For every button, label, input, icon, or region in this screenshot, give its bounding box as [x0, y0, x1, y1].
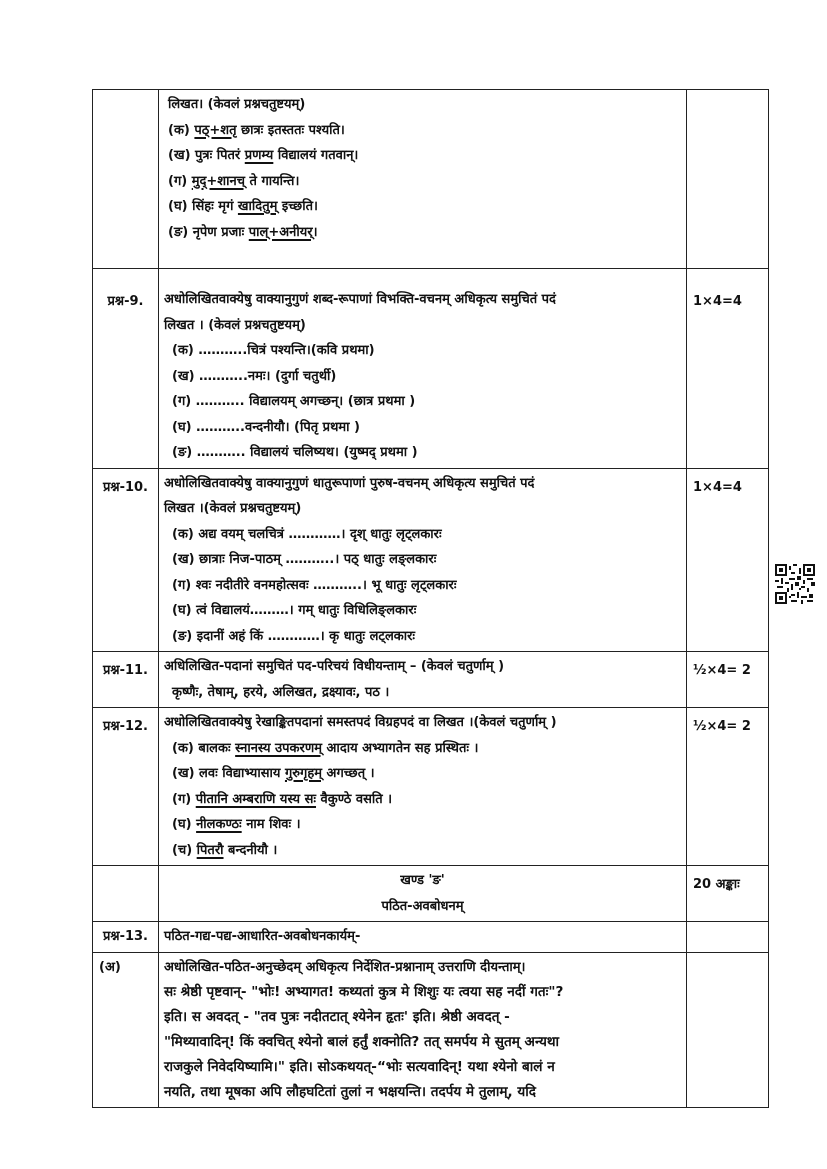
underlined-word: गुरुगृहम् [284, 766, 323, 781]
section-subtitle: पठित-अवबोधनम् [381, 898, 464, 914]
underlined-word: स्नानस्य उपकरणम् [235, 740, 323, 756]
list-item: (ग) ……….. विद्यालयम् अगच्छन्। (छात्र प्रथमा ) [172, 394, 416, 409]
marks: 1×4=4 [687, 269, 769, 469]
question-row-12 [93, 708, 769, 866]
underlined-word: मुद्+शानच् [191, 173, 245, 189]
passage-line: "मिथ्यावादिन्! किं क्वचित् श्येनो बालं हर्तुं शक्नोति? तत् समर्पय मे सुतम् अन्यथा [164, 1034, 560, 1050]
passage-line: इति। स अवदत् - "तव पुत्रः नदीतटात् श्येनेन हृतः' इति। श्रेष्ठी अवदत् - [164, 1009, 510, 1025]
instruction-line: अधिलिखित-पदानां समुचितं पद-परिचयं विधीयन्ताम् – (केवलं चतुर्णाम् ) [164, 659, 505, 674]
question-number: प्रश्न-10. [93, 468, 159, 652]
word-list: कृष्णैः, तेषाम्, हरये, अलिखत, द्रक्ष्यावः, पठ । [172, 684, 390, 700]
question-body-cell [159, 652, 687, 708]
underlined-word: नीलकण्ठः [196, 817, 242, 832]
passage-cell [159, 952, 687, 1108]
marks-cell [687, 90, 769, 269]
question-number: प्रश्न-11. [93, 652, 159, 708]
section-row [93, 866, 769, 922]
instruction-line: अधोलिखितवाक्येषु वाक्यानुगुणं शब्द-रूपाणां विभक्ति-वचनम् अधिकृत्य समुचितं पदं [164, 292, 556, 307]
list-item: (ङ) नृपेण प्रजाः पाल्+अनीयर्। [168, 224, 318, 240]
list-item: (ख) ………..नमः। (दुर्गा चतुर्थी) [172, 368, 337, 384]
passage-row [93, 952, 769, 1108]
question-number: प्रश्न-13. [93, 922, 159, 953]
list-item: (च) पितरौ बन्दनीयौ । [172, 842, 278, 858]
underlined-word: पाल्+अनीयर् [248, 224, 313, 240]
question-row-11 [93, 652, 769, 708]
passage-line: सः श्रेष्ठी पृष्टवान्- "भोः! अभ्यागत! कथ्यतां कुत्र मे शिशुः यः त्वया सह नदीं गतः"? [164, 984, 564, 1000]
question-row-9 [93, 269, 769, 469]
section-title: खण्ड 'ङ' [400, 873, 445, 888]
list-item: (ख) पुत्रः पितरं प्रणम्य विद्यालयं गतवान्। [168, 148, 359, 163]
question-row-10 [93, 468, 769, 652]
question-number: प्रश्न-12. [93, 708, 159, 866]
passage-label: (अ) [93, 952, 159, 1108]
list-item: (ख) छात्राः निज-पाठम् ………..। पठ् धातुः लङ्लकारः [172, 552, 437, 567]
instruction-line: लिखत ।(केवलं प्रश्नचतुष्टयम्) [164, 501, 302, 516]
question-row-13 [93, 922, 769, 953]
passage-line: नयति, तथा मूषका अपि लौहघटितां तुलां न भक्षयन्ति। तदर्पय मे तुलाम्, यदि [164, 1084, 537, 1100]
list-item: (घ) नीलकण्ठः नाम शिवः । [172, 817, 301, 832]
list-item: (ङ) इदानीं अहं किं …………। कृ धातुः लट्लकारः [172, 628, 416, 644]
section-marks: 20 अङ्काः [687, 866, 769, 922]
question-body-cell [159, 468, 687, 652]
list-item: (क) बालकः स्नानस्य उपकरणम् आदाय अभ्यागतेन सह प्रस्थितः । [172, 740, 479, 756]
list-item: (घ) सिंहः मृगं खादितुम् इच्छति। [168, 199, 318, 214]
list-item: (क) ………..चित्रं पश्यन्ति।(कवि प्रथमा) [172, 343, 375, 358]
question-body-cell [159, 90, 687, 269]
list-item: (ख) लवः विद्याभ्यासाय गुरुगृहम् अगच्छत् । [172, 766, 375, 781]
instruction-line: लिखत । (केवलं प्रश्नचतुष्टयम्) [164, 317, 306, 333]
list-item: (ग) मुद्+शानच् ते गायन्ति। [168, 173, 300, 189]
list-item: (घ) ………..वन्दनीयौ। (पितृ प्रथमा ) [172, 419, 360, 435]
list-item: (क) अद्य वयम् चलचित्रं …………। दृश् धातुः लृट्लकारः [172, 526, 442, 542]
instruction-line: अधोलिखित-पठित-अनुच्छेदम् अधिकृत्य निर्देशित-प्रश्नानाम् उत्तराणि दीयन्ताम्। [164, 959, 526, 975]
passage-line: राजकुले निवेदयिष्यामि।" इति। सोऽकथयत्-“भोः सत्यवादिन्! यथा श्येनो बालं न [164, 1059, 555, 1075]
question-body-cell [159, 269, 687, 469]
marks: ½×4= 2 [687, 652, 769, 708]
qr-code-icon [775, 564, 815, 604]
question-title: पठित-गद्य-पद्य-आधारित-अवबोधनकार्यम्- [159, 922, 687, 953]
question-row-8-cont [93, 90, 769, 269]
question-body-cell [159, 708, 687, 866]
instruction-line: लिखत। (केवलं प्रश्नचतुष्टयम्) [168, 97, 306, 112]
underlined-word: खादितुम् [237, 199, 278, 214]
empty-cell [93, 866, 159, 922]
list-item: (ग) पीतानि अम्बराणि यस्य सः वैकुण्ठे वसति । [172, 791, 393, 807]
list-item: (क) पठ्+शतृ छात्रः इतस्ततः पश्यति। [168, 122, 345, 138]
marks-cell [687, 952, 769, 1108]
question-number: प्रश्न-9. [93, 269, 159, 469]
question-paper-table [92, 89, 769, 1108]
list-item: (ङ) ……….. विद्यालयं चलिष्यथ। (युष्मद् प्रथमा ) [172, 445, 418, 460]
marks: 1×4=4 [687, 468, 769, 652]
section-heading-cell [159, 866, 687, 922]
list-item: (घ) त्वं विद्यालयं………। गम् धातुः विधिलिङ्लकारः [172, 603, 417, 618]
underlined-word: पितरौ [196, 842, 224, 858]
instruction-line: अधोलिखितवाक्येषु वाक्यानुगुणं धातुरूपाणां पुरुष-वचनम् अधिकृत्य समुचितं पदं [164, 475, 535, 491]
underlined-word: प्रणम्य [244, 148, 274, 163]
list-item: (ग) श्वः नदीतीरे वनमहोत्सवः ………..। भू धातुः लृट्लकारः [172, 577, 457, 593]
underlined-word: पठ्+शतृ [194, 122, 237, 138]
marks: ½×4= 2 [687, 708, 769, 866]
instruction-line: अधोलिखितवाक्येषु रेखाङ्कितपदानां समस्तपदं विग्रहपदं वा लिखत ।(केवलं चतुर्णाम् ) [164, 715, 557, 730]
underlined-word: पीतानि अम्बराणि यस्य सः [195, 791, 317, 807]
marks-cell [687, 922, 769, 953]
question-number-cell [93, 90, 159, 269]
